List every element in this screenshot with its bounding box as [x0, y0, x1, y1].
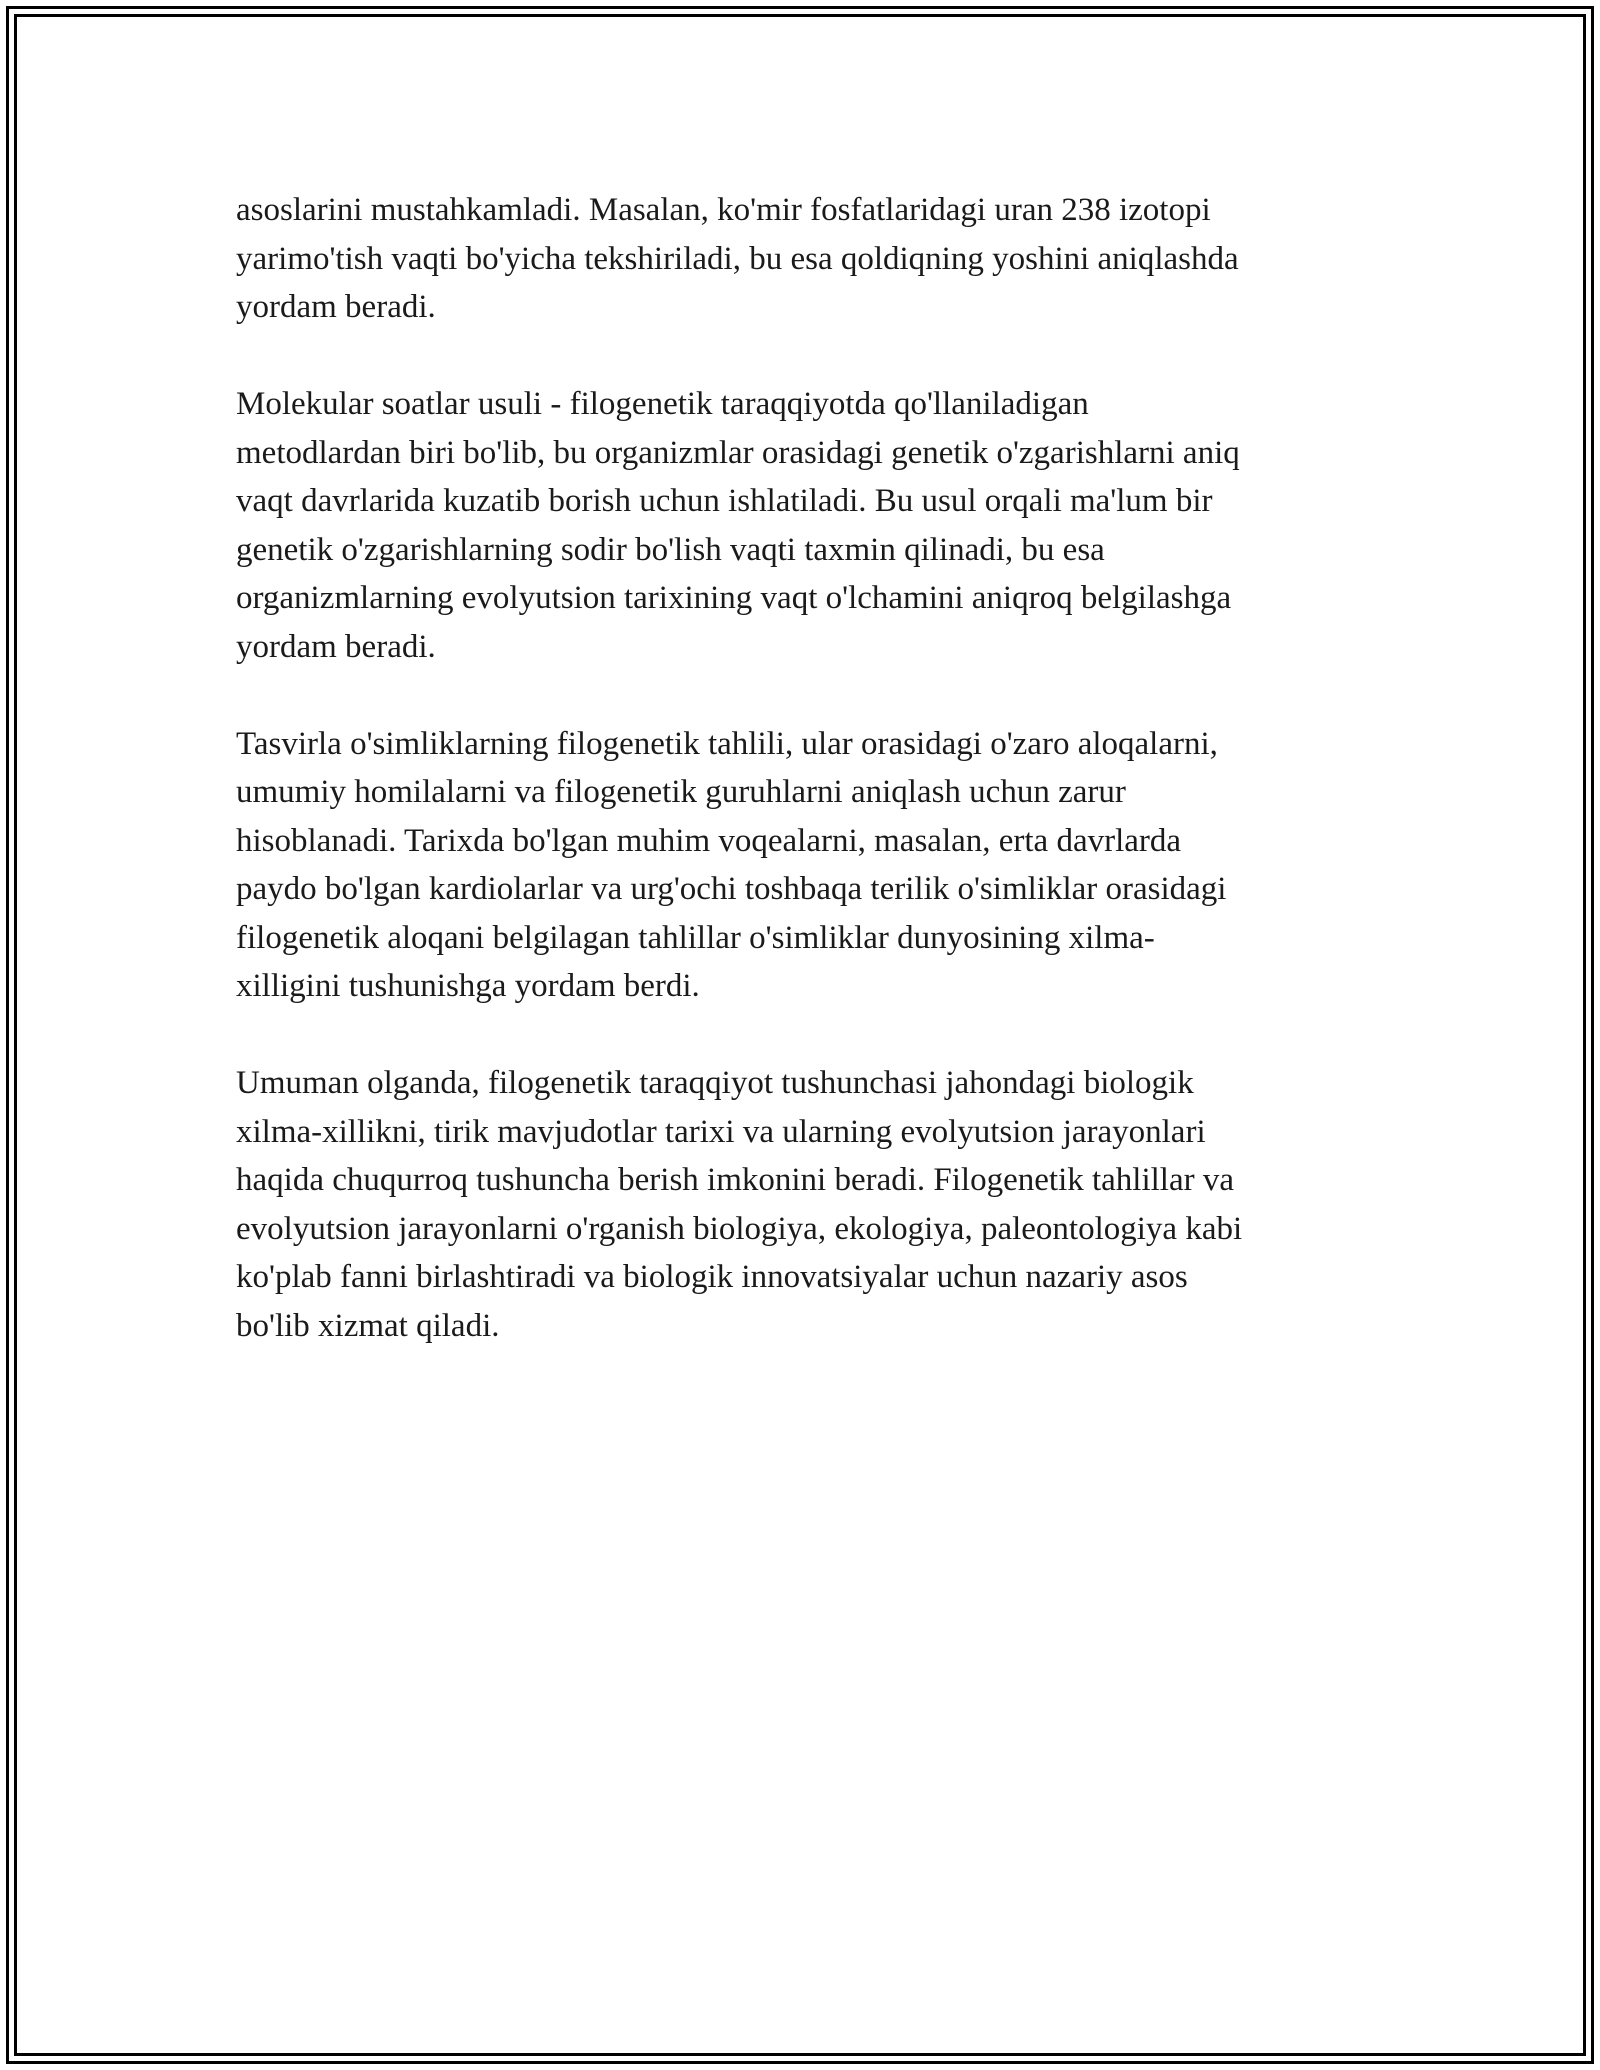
paragraph-2	[236, 380, 1366, 671]
text-line: evolyutsion jarayonlarni o'rganish biologiya, ekologiya, paleontologiya kabi	[236, 1210, 1243, 1247]
paragraph-4	[236, 1059, 1366, 1350]
text-line: bo'lib xizmat qiladi.	[236, 1307, 500, 1344]
text-line: yarimo'tish vaqti bo'yicha tekshiriladi, bu esa qoldiqning yoshini aniqlashda	[236, 240, 1239, 277]
text-line: hisoblanadi. Tarixda bo'lgan muhim voqealarni, masalan, erta davrlarda	[236, 822, 1182, 859]
text-line: ko'plab fanni birlashtiradi va biologik innovatsiyalar uchun nazariy asos	[236, 1259, 1188, 1295]
text-line: paydo bo'lgan kardiolarlar va urg'ochi toshbaqa terilik o'simliklar orasidagi	[236, 871, 1227, 907]
paragraph-1	[236, 186, 1366, 332]
text-line: haqida chuqurroq tushuncha berish imkonini beradi. Filogenetik tahlillar va	[236, 1162, 1235, 1198]
text-line: yordam beradi.	[236, 628, 436, 665]
text-line: umumiy homilalarni va filogenetik guruhlarni aniqlash uchun zarur	[236, 774, 1126, 810]
text-line: organizmlarning evolyutsion tarixining vaqt o'lchamini aniqroq belgilashga	[236, 580, 1232, 616]
document-body	[236, 186, 1366, 1399]
text-line: genetik o'zgarishlarning sodir bo'lish vaqti taxmin qilinadi, bu esa	[236, 531, 1105, 568]
text-line: asoslarini mustahkamladi. Masalan, ko'mir fosfatlaridagi uran 238 izotopi	[236, 192, 1211, 228]
text-line: xilligini tushunishga yordam berdi.	[236, 968, 700, 1004]
text-line: xilma-xillikni, tirik mavjudotlar tarixi va ularning evolyutsion jarayonlari	[236, 1113, 1206, 1150]
text-line: Molekular soatlar usuli - filogenetik taraqqiyotda qo'llaniladigan	[236, 386, 1089, 422]
text-line: metodlardan biri bo'lib, bu organizmlar orasidagi genetik o'zgarishlarni aniq	[236, 434, 1240, 471]
text-line: Umuman olganda, filogenetik taraqqiyot tushunchasi jahondagi biologik	[236, 1065, 1194, 1101]
text-line: vaqt davrlarida kuzatib borish uchun ishlatiladi. Bu usul orqali ma'lum bir	[236, 483, 1213, 519]
paragraph-3	[236, 720, 1366, 1011]
text-line: Tasvirla o'simliklarning filogenetik tahlili, ular orasidagi o'zaro aloqalarni,	[236, 725, 1218, 762]
text-line: filogenetik aloqani belgilagan tahlillar o'simliklar dunyosining xilma-	[236, 919, 1155, 956]
text-line: yordam beradi.	[236, 289, 436, 325]
